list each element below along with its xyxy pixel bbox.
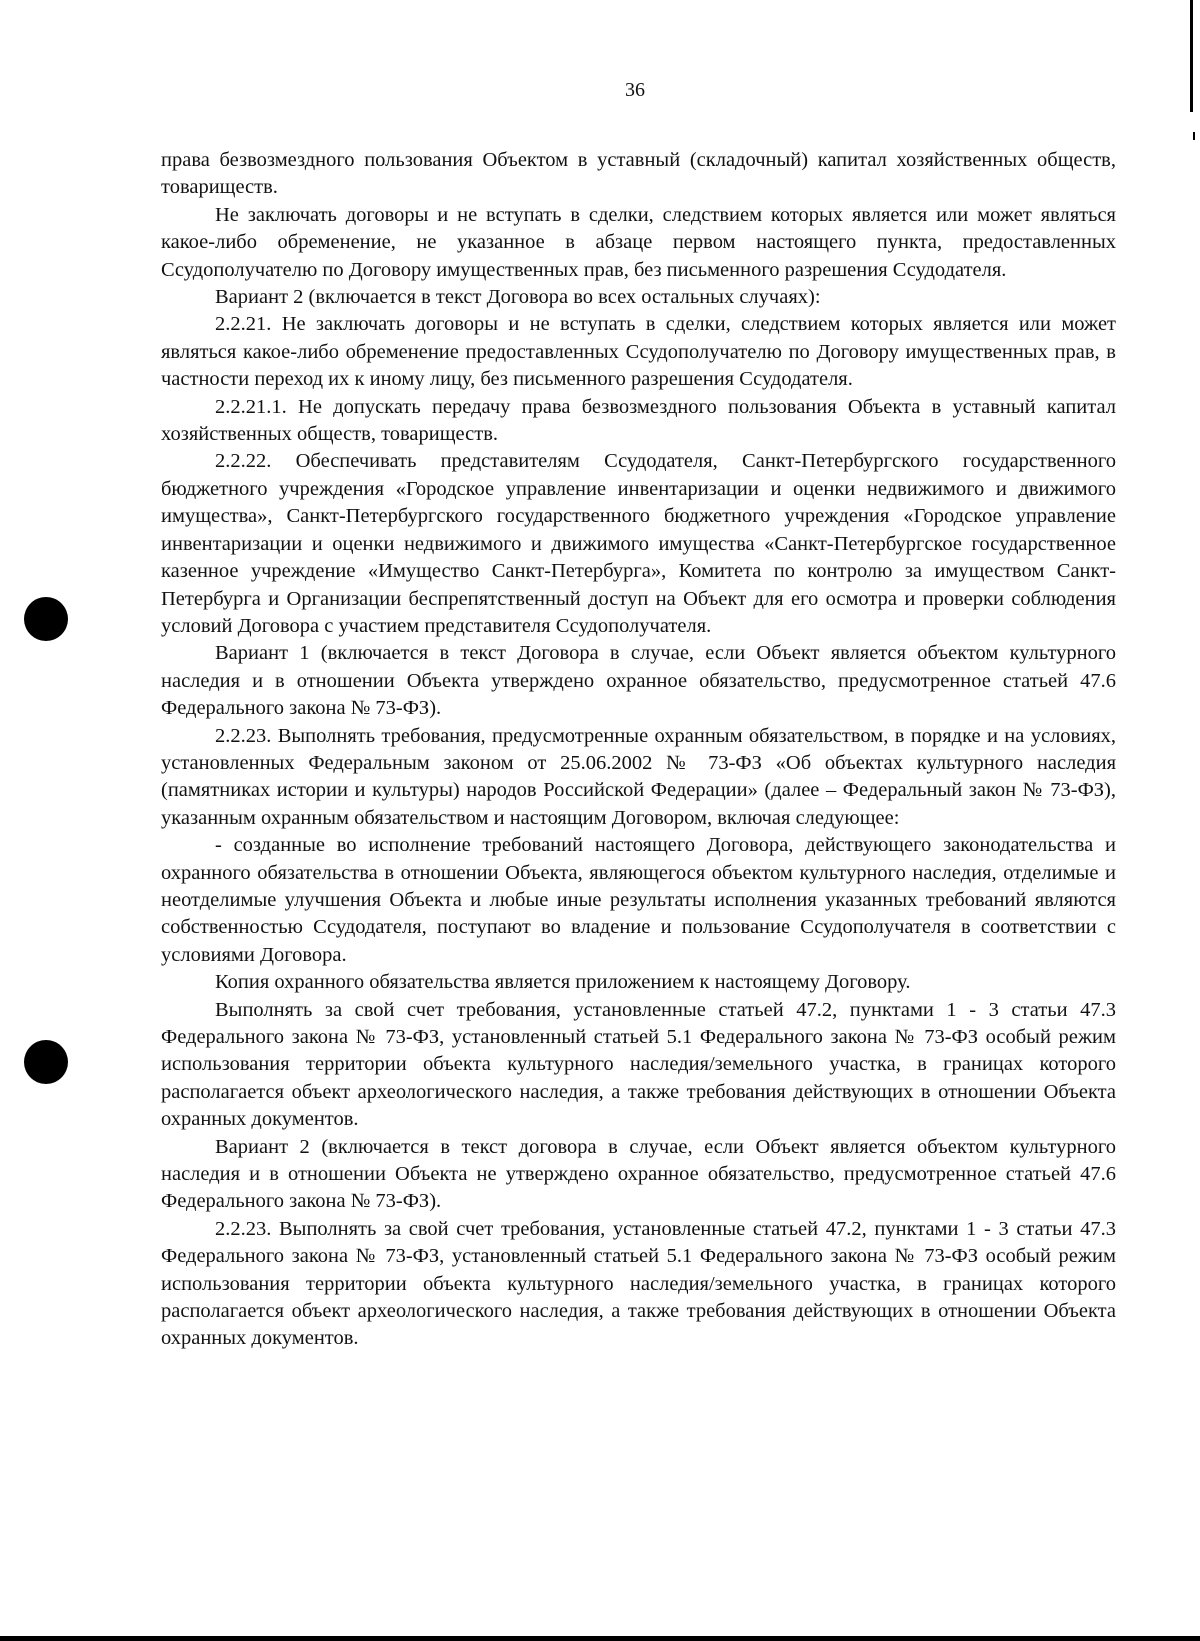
paragraph: Вариант 2 (включается в текст Договора во всех остальных случаях): — [215, 286, 821, 309]
page-number: 36 — [625, 79, 645, 101]
clause-2-2-21: 2.2.21. Не заключать договоры и не вступать в сделки, следствием которых является или может являться какое-либо обременение предоставленных Ссудополучателю по Договору имущественных прав, в частности переход их к иному лицу, без письменного разрешения Ссудодателя. — [161, 313, 1116, 391]
clause-2-2-23-variant-1: 2.2.23. Выполнять требования, предусмотренные охранным обязательством, в порядке и на условиях, установленных Федеральным законом от 25.06.2002 № 73-ФЗ «Об объектах культурного наследия (памятниках истории и культуры) народов Российской Федерации» (далее – Федеральный закон № 73-ФЗ), указанным охранным обязательством и настоящим Договором, включая следующее: — [161, 724, 1116, 829]
paragraph: Выполнять за свой счет требования, установленные статьей 47.2, пунктами 1 - 3 статьи 47.3 Федерального закона № 73-ФЗ, установленный статьей 5.1 Федерального закона № 73-ФЗ особый режим использования территории объекта культурного наследия/земельного участка, в границах которого располагается объект археологического наследия, а также требования действующих в отношении Объекта охранных документов. — [161, 998, 1116, 1131]
clause-2-2-23-variant-2: 2.2.23. Выполнять за свой счет требования, установленные статьей 47.2, пунктами 1 - 3 статьи 47.3 Федерального закона № 73-ФЗ, установленный статьей 5.1 Федерального закона № 73-ФЗ особый режим использования территории объекта культурного наследия/земельного участка, в границах которого располагается объект археологического наследия, а также требования действующих в отношении Объекта охранных документов. — [161, 1217, 1116, 1350]
paragraph: права безвозмездного пользования Объектом в уставный (складочный) капитал хозяйственных обществ, товариществ. — [161, 149, 1116, 199]
punch-hole — [24, 1040, 68, 1084]
paragraph: Копия охранного обязательства является приложением к настоящему Договору. — [215, 971, 911, 994]
scan-edge-mark — [1193, 132, 1195, 140]
paragraph: Не заключать договоры и не вступать в сделки, следствием которых является или может являться какое-либо обременение, не указанное в абзаце первом настоящего пункта, предоставленных Ссудополучателю по Договору имущественных прав, без письменного разрешения Ссудодателя. — [161, 203, 1116, 281]
paragraph: Вариант 1 (включается в текст Договора в случае, если Объект является объектом культурного наследия и в отношении Объекта утверждено охранное обязательство, предусмотренное статьей 47.6 Федерального закона № 73-ФЗ). — [161, 642, 1116, 720]
clause-2-2-21-1: 2.2.21.1. Не допускать передачу права безвозмездного пользования Объекта в уставный капитал хозяйственных обществ, товариществ. — [161, 395, 1116, 446]
punch-hole — [24, 597, 68, 641]
clause-2-2-22: 2.2.22. Обеспечивать представителям Ссудодателя, Санкт-Петербургского государственного бюджетного учреждения «Городское управление инвентаризации и оценки недвижимого и движимого имущества», Санкт-Петербургского государственного бюджетного учреждения «Городское управление инвентаризации и оценки недвижимого и движимого имущества «Санкт-Петербургское государственное казенное учреждение «Имущество Санкт-Петербурга», Комитета по контролю за имуществом Санкт-Петербурга и Организации беспрепятственный доступ на Объект для его осмотра и проверки соблюдения условий Договора с участием представителя Ссудополучателя. — [161, 450, 1116, 637]
document-body — [161, 147, 1116, 1353]
list-item: - созданные во исполнение требований настоящего Договора, действующего законодательства и охранного обязательства в отношении Объекта, являющегося объектом культурного наследия, отделимые и неотделимые улучшения Объекта и любые иные результаты исполнения указанных требований являются собственностью Ссудодателя, поступают во владение и пользование Ссудополучателя в соответствии с условиями Договора. — [161, 834, 1116, 966]
paragraph: Вариант 2 (включается в текст договора в случае, если Объект является объектом культурного наследия и в отношении Объекта не утверждено охранное обязательство, предусмотренное статьей 47.6 Федерального закона № 73-ФЗ). — [161, 1135, 1116, 1213]
scan-bottom-border — [0, 1636, 1200, 1641]
